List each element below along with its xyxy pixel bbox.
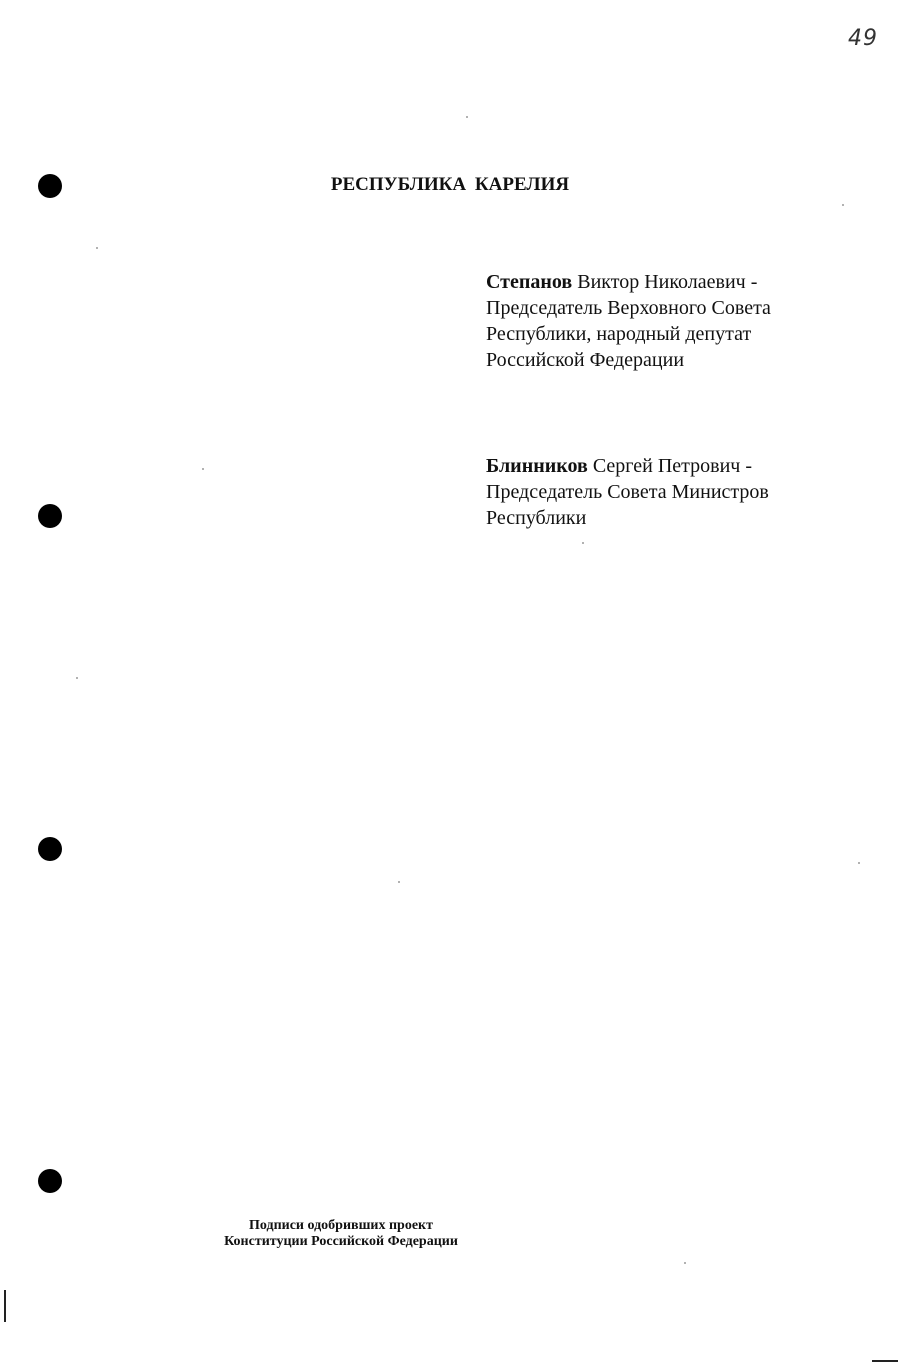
footer-caption <box>180 1218 502 1250</box>
binder-hole <box>38 837 62 861</box>
signatory-position-line: Председатель Совета Министров <box>486 481 769 503</box>
binder-hole <box>38 1169 62 1193</box>
footer-line: Конституции Российской Федерации <box>224 1234 458 1249</box>
signatory-block <box>486 453 846 531</box>
signatory-surname: Степанов <box>486 271 573 293</box>
signatory-given-names: Сергей Петрович - <box>587 455 752 477</box>
signatory-given-names: Виктор Николаевич - <box>572 271 758 293</box>
scan-speck <box>466 116 468 118</box>
signatory-surname: Блинников <box>486 455 588 477</box>
scan-edge-mark <box>4 1290 6 1322</box>
signatory-position-line: Председатель Верховного Совета <box>486 297 771 319</box>
document-title: РЕСПУБЛИКА КАРЕЛИЯ <box>330 174 570 195</box>
signatory-position-line: Республики, народный депутат <box>486 323 752 345</box>
scan-speck <box>96 247 98 249</box>
signatory-name-line <box>486 269 846 295</box>
scan-edge-mark <box>872 1360 898 1362</box>
handwritten-page-number: 49 <box>848 26 878 51</box>
scan-speck <box>398 881 400 883</box>
signatory-position-line: Республики <box>486 507 587 529</box>
scan-speck <box>582 542 584 544</box>
scan-speck <box>76 677 78 679</box>
scan-speck <box>684 1262 686 1264</box>
footer-line: Подписи одобривших проект <box>249 1218 433 1233</box>
binder-hole <box>38 504 62 528</box>
signatory-block <box>486 269 846 373</box>
signatory-name-line <box>486 453 846 479</box>
scan-speck <box>858 862 860 864</box>
scan-speck <box>202 468 204 470</box>
signatory-position-line: Российской Федерации <box>486 349 685 371</box>
scan-speck <box>842 204 844 206</box>
